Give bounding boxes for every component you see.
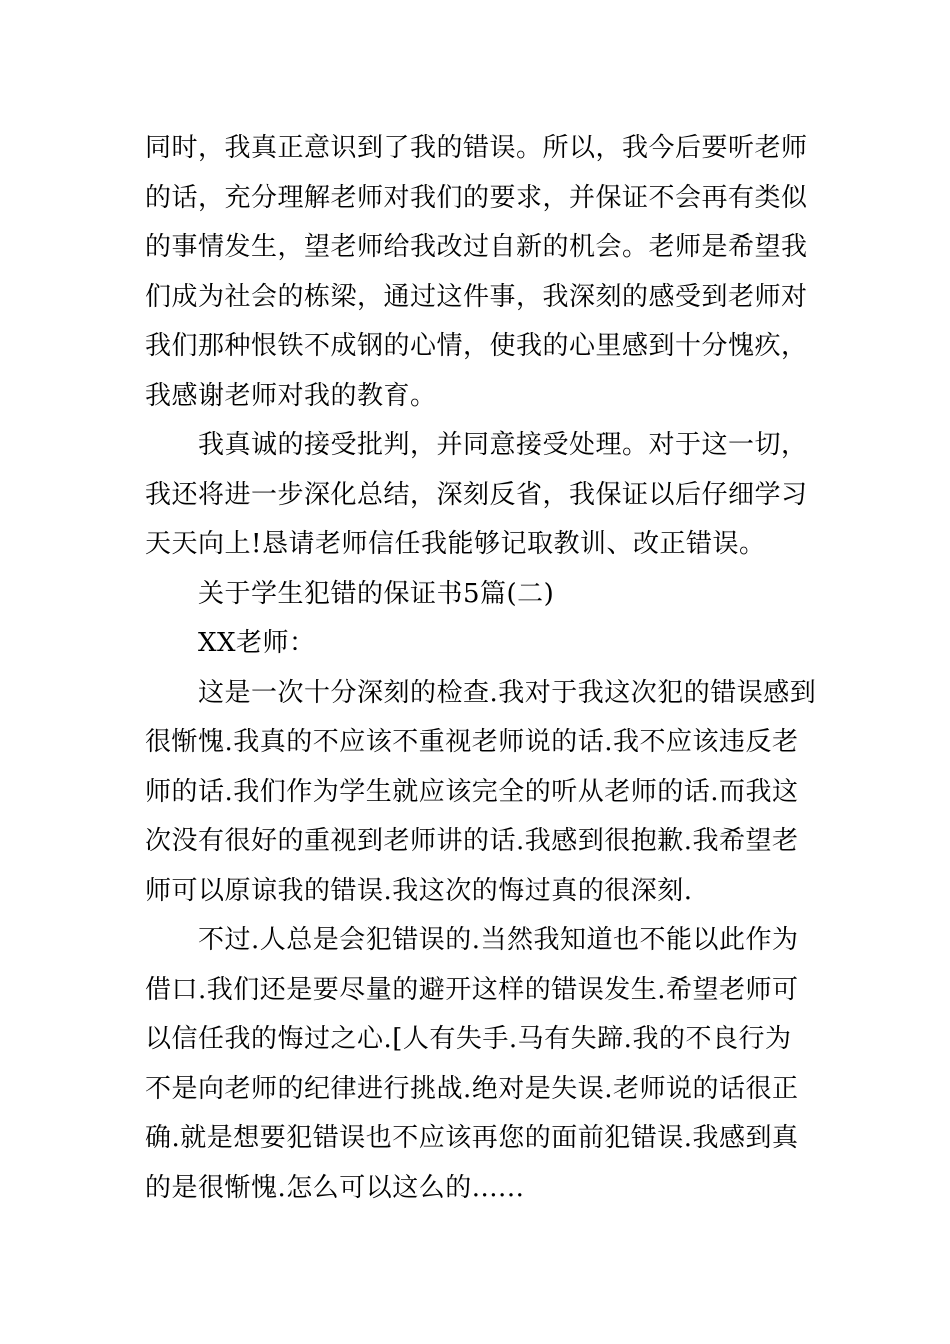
paragraph-line: 的事情发生，望老师给我改过自新的机会。老师是希望我 (145, 232, 808, 262)
paragraph-line: 很惭愧.我真的不应该不重视老师说的话.我不应该违反老 (145, 727, 799, 757)
paragraph-line: 我还将进一步深化总结，深刻反省，我保证以后仔细学习 (145, 479, 808, 510)
paragraph-line: 我们那种恨铁不成钢的心情，使我的心里感到十分愧疚， (145, 331, 808, 361)
paragraph-line: 次没有很好的重视到老师讲的话.我感到很抱歉.我希望老 (145, 826, 799, 856)
paragraph-line: 的话，充分理解老师对我们的要求，并保证不会再有类似 (145, 182, 808, 213)
paragraph-line: 们成为社会的栋梁，通过这件事，我深刻的感受到老师对 (145, 281, 808, 312)
document-body (145, 124, 817, 1213)
paragraph-line: 的是很惭愧.怎么可以这么的...... (145, 1172, 525, 1203)
paragraph-line: 借口.我们还是要尽量的避开这样的错误发生.希望老师可 (145, 974, 799, 1005)
salutation: XX老师： (198, 628, 316, 658)
paragraph-line: 师可以原谅我的错误.我这次的悔过真的很深刻. (145, 875, 693, 906)
paragraph-line: 以信任我的悔过之心.[人有失手.马有失蹄.我的不良行为 (145, 1024, 792, 1054)
paragraph-line: 天天向上!恳请老师信任我能够记取教训、改正错误。 (145, 529, 766, 559)
paragraph-line: 我真诚的接受批判，并同意接受处理。对于这一切， (198, 430, 808, 460)
paragraph-line: 不是向老师的纪律进行挑战.绝对是失误.老师说的话很正 (145, 1073, 799, 1104)
paragraph-line: 我感谢老师对我的教育。 (145, 380, 437, 411)
paragraph-line: 不过.人总是会犯错误的.当然我知道也不能以此作为 (198, 925, 799, 955)
paragraph-line: 这是一次十分深刻的检查.我对于我这次犯的错误感到 (198, 677, 817, 708)
paragraph-line: 确.就是想要犯错误也不应该再您的面前犯错误.我感到真 (145, 1123, 799, 1153)
paragraph-line: 师的话.我们作为学生就应该完全的听从老师的话.而我这 (145, 776, 799, 807)
section-title: 关于学生犯错的保证书5篇(二) (198, 578, 555, 609)
paragraph-line: 同时，我真正意识到了我的错误。所以，我今后要听老师 (145, 133, 808, 163)
